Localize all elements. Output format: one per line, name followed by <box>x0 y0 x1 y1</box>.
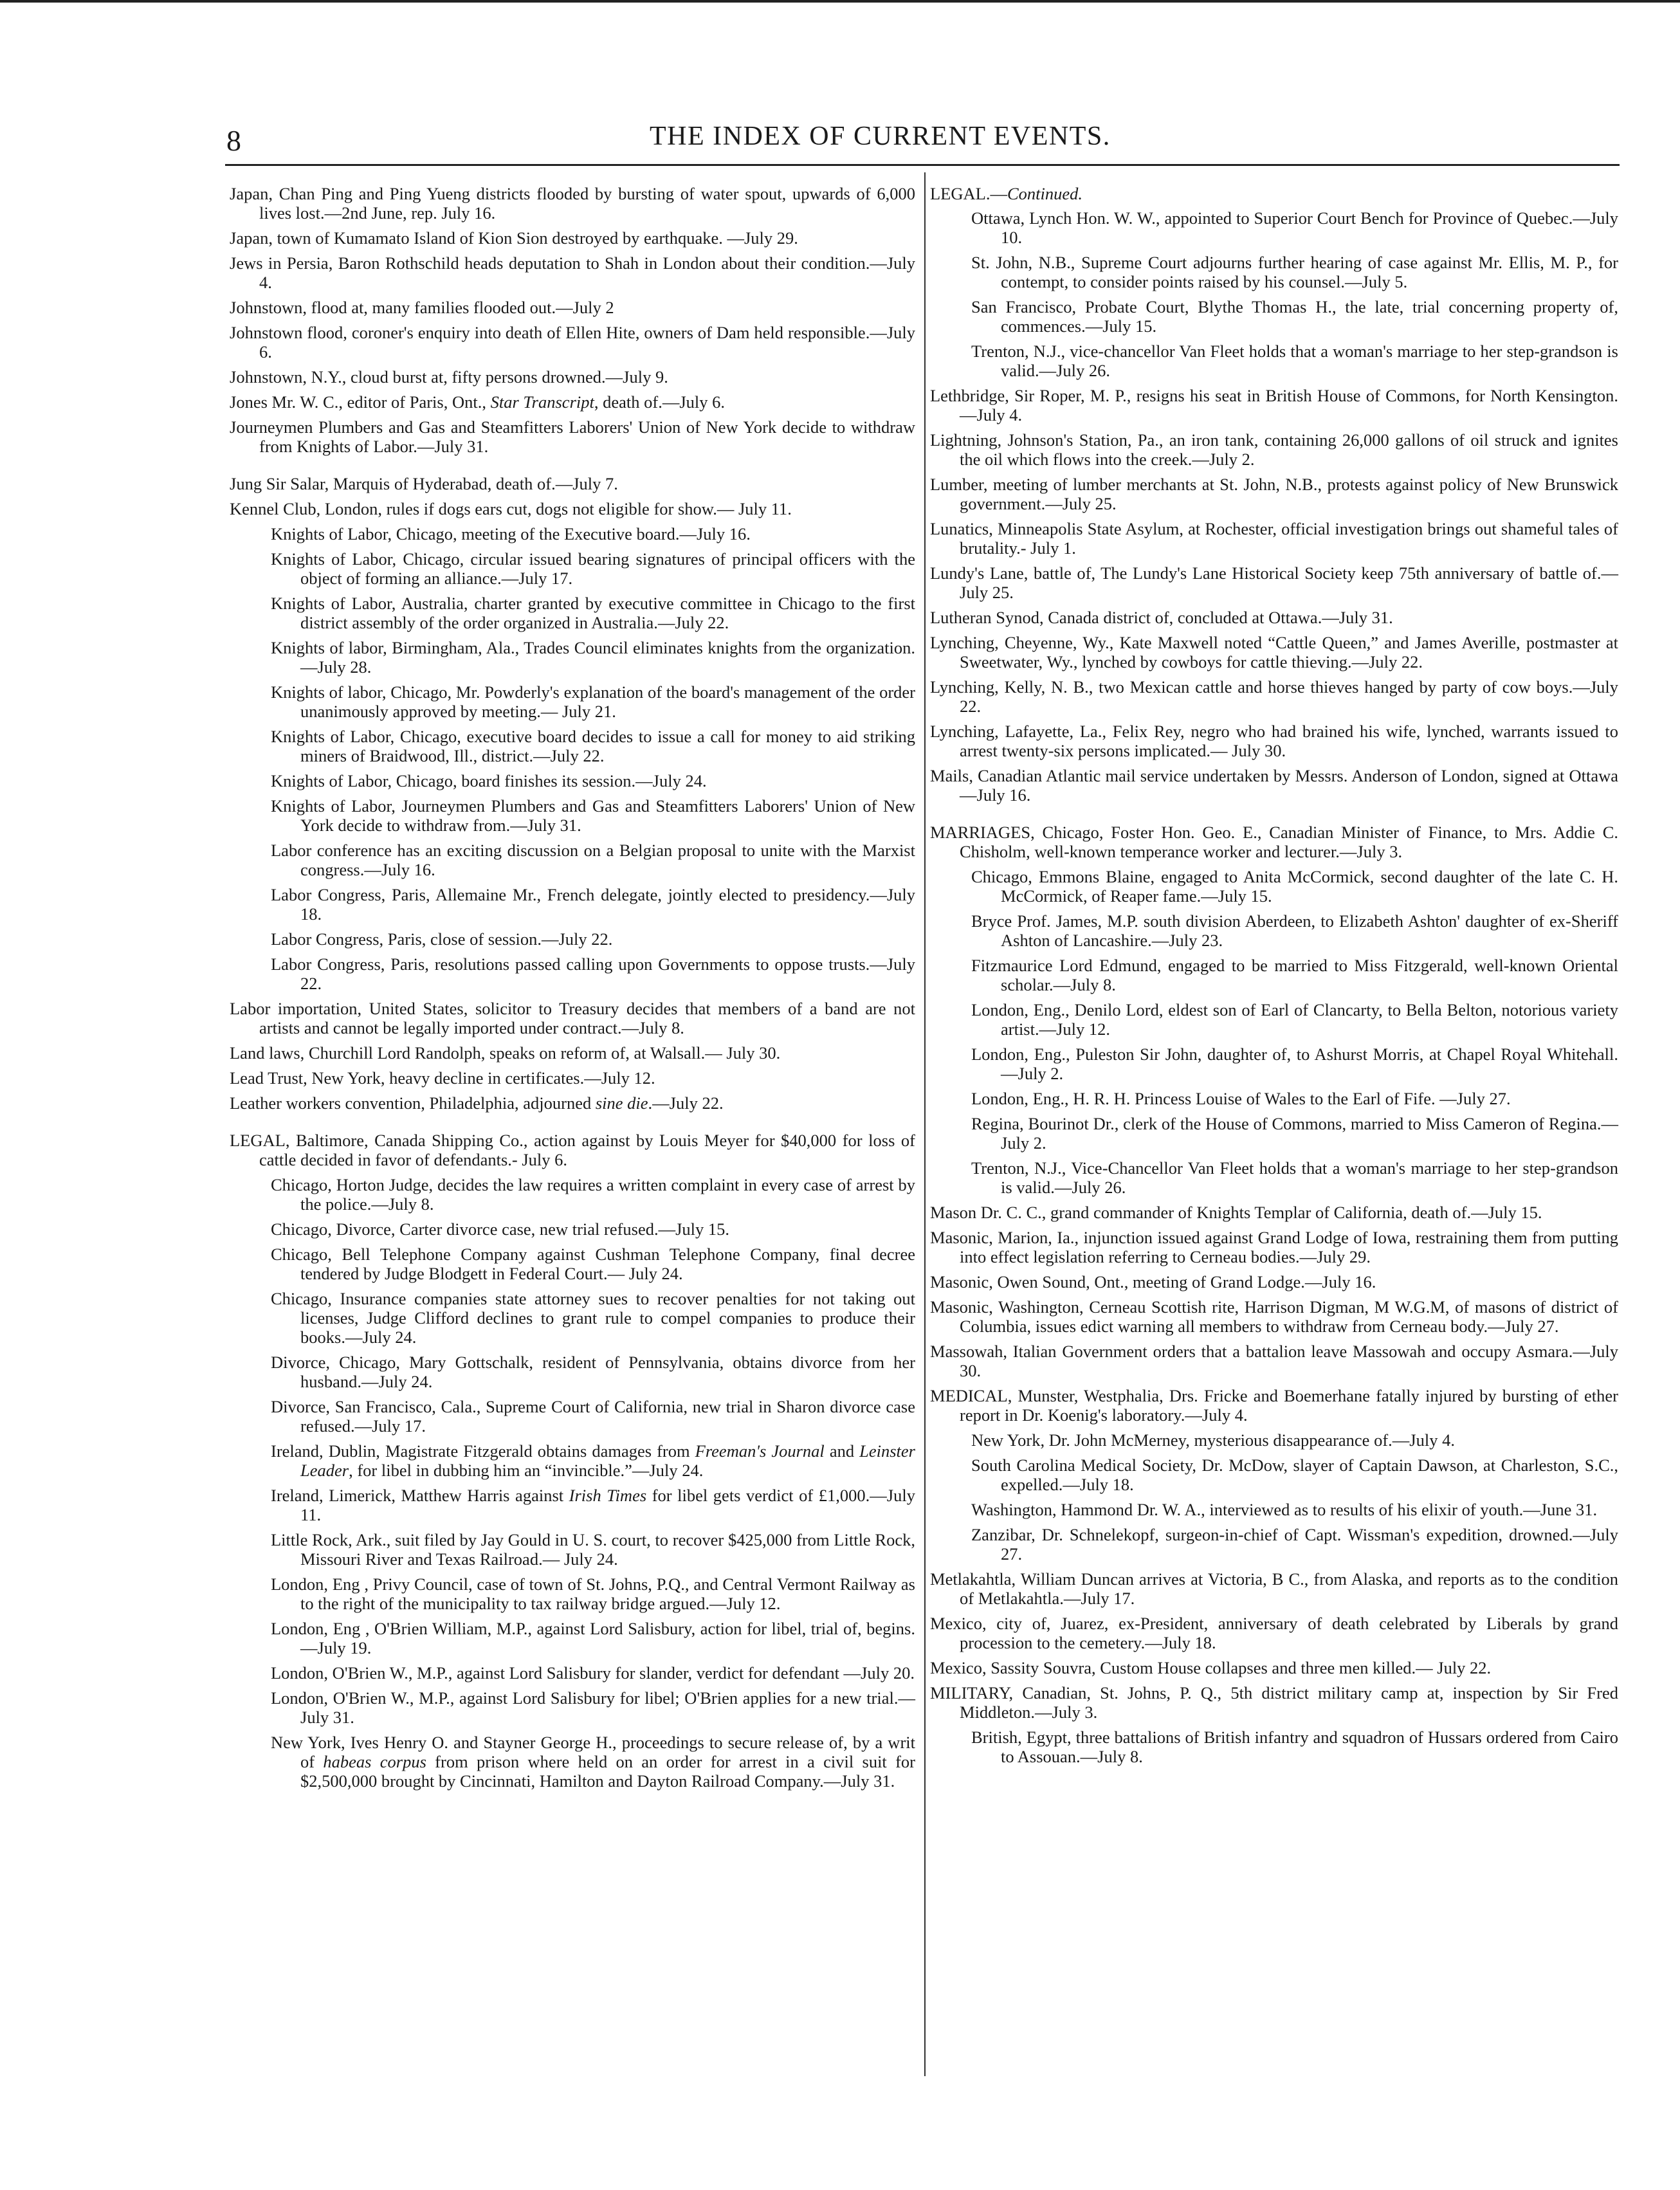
index-subentry: Divorce, San Francisco, Cala., Supreme Court of California, new trial in Sharon divorce case refused.—July 17. <box>271 1397 915 1436</box>
index-entry: Jews in Persia, Baron Rothschild heads deputation to Shah in London about their condition.—July 4. <box>230 253 915 292</box>
index-subentry: Fitzmaurice Lord Edmund, engaged to be married to Miss Fitzgerald, well-known Oriental scholar.—July 8. <box>971 956 1618 994</box>
index-subentry: London, Eng., H. R. H. Princess Louise of Wales to the Earl of Fife. —July 27. <box>971 1089 1511 1108</box>
index-subentry: Divorce, Chicago, Mary Gottschalk, resident of Pennsylvania, obtains divorce from her husband.—July 24. <box>271 1353 915 1391</box>
index-subentry: San Francisco, Probate Court, Blythe Thomas H., the late, trial concerning property of, commences.—July 15. <box>971 297 1618 336</box>
index-subentry: London, O'Brien W., M.P., against Lord Salisbury for libel; O'Brien applies for a new trial.—July 31. <box>271 1688 915 1727</box>
index-entry: Masonic, Washington, Cerneau Scottish rite, Harrison Digman, M W.G.M, of masons of district of Columbia, issues edict warning all members to withdraw from Cerneau body.—July 27. <box>930 1297 1618 1336</box>
index-subentry: London, O'Brien W., M.P., against Lord Salisbury for slander, verdict for defendant —July 20. <box>271 1663 915 1683</box>
index-subentry: Regina, Bourinot Dr., clerk of the House of Commons, married to Miss Cameron of Regina.—July 2. <box>971 1114 1618 1153</box>
index-subentry: Knights of labor, Birmingham, Ala., Trades Council eliminates knights from the organization.—July 28. <box>271 638 915 677</box>
index-subentry: Ottawa, Lynch Hon. W. W., appointed to Superior Court Bench for Province of Quebec.—July 10. <box>971 208 1618 247</box>
entry-italic-text: habeas corpus <box>323 1752 426 1771</box>
entry-italic-text: Freeman's Journal <box>695 1441 825 1461</box>
right-column <box>930 184 1618 1772</box>
entry-text-part: Ireland, Limerick, Matthew Harris against <box>271 1486 569 1505</box>
index-subentry: Trenton, N.J., vice-chancellor Van Fleet holds that a woman's marriage to her step-grandson is valid.—July 26. <box>971 342 1618 380</box>
page-number: 8 <box>226 124 241 157</box>
index-subentry: Chicago, Insurance companies state attorney sues to recover penalties for not taking out licenses, Judge Clifford declines to grant rule to compel companies to produce their books.—July 24. <box>271 1289 915 1347</box>
index-subentry: Zanzibar, Dr. Schnelekopf, surgeon-in-chief of Capt. Wissman's expedition, drowned.—July 27. <box>971 1525 1618 1564</box>
entry-text-part: , for libel in dubbing him an “invincible.”—July 24. <box>349 1461 704 1480</box>
index-entry: Mails, Canadian Atlantic mail service undertaken by Messrs. Anderson of London, signed at Ottawa —July 16. <box>930 766 1618 805</box>
entry-text-part: Leather workers convention, Philadelphia, adjourned <box>230 1093 596 1113</box>
index-entry <box>230 392 915 412</box>
index-subentry: London, Eng , Privy Council, case of town of St. Johns, P.Q., and Central Vermont Railway as to the right of the municipality to tax railway bridge argued.—July 12. <box>271 1574 915 1613</box>
entry-italic-text: Irish Times <box>569 1486 647 1505</box>
index-entry: Massowah, Italian Government orders that a battalion leave Massowah and occupy Asmara.—July 30. <box>930 1342 1618 1380</box>
entry-text-part: .—July 22. <box>648 1093 724 1113</box>
index-subentry: Chicago, Emmons Blaine, engaged to Anita McCormick, second daughter of the late C. H. McCormick, of Reaper fame.—July 15. <box>971 867 1618 906</box>
index-entry: Japan, town of Kumamato Island of Kion Sion destroyed by earthquake. —July 29. <box>230 228 798 248</box>
index-entry: MEDICAL, Munster, Westphalia, Drs. Fricke and Boemerhane fatally injured by bursting of ether report in Dr. Koenig's laboratory.—July 4. <box>930 1386 1618 1425</box>
index-subentry: South Carolina Medical Society, Dr. McDow, slayer of Captain Dawson, at Charleston, S.C., expelled.—July 18. <box>971 1455 1618 1494</box>
index-subentry: New York, Dr. John McMerney, mysterious disappearance of.—July 4. <box>971 1430 1455 1450</box>
index-entry: Mason Dr. C. C., grand commander of Knights Templar of California, death of.—July 15. <box>930 1203 1542 1222</box>
index-entry: Lundy's Lane, battle of, The Lundy's Lane Historical Society keep 75th anniversary of battle of.—July 25. <box>930 563 1618 602</box>
index-entry: Lumber, meeting of lumber merchants at St. John, N.B., protests against policy of New Brunswick government.—July 25. <box>930 475 1618 513</box>
index-entry: Lutheran Synod, Canada district of, concluded at Ottawa.—July 31. <box>930 608 1393 627</box>
index-entry: Lightning, Johnson's Station, Pa., an iron tank, containing 26,000 gallons of oil struck and ignites the oil which flows into the creek.—July 2. <box>930 430 1618 469</box>
index-subentry: Washington, Hammond Dr. W. A., interviewed as to results of his elixir of youth.—June 31. <box>971 1500 1598 1519</box>
index-entry: Jung Sir Salar, Marquis of Hyderabad, death of.—July 7. <box>230 474 618 493</box>
index-subentry: Chicago, Bell Telephone Company against Cushman Telephone Company, final decree tendered by Judge Blodgett in Federal Court.— July 24. <box>271 1245 915 1283</box>
index-entry: Lunatics, Minneapolis State Asylum, at Rochester, official investigation brings out shameful tales of brutality.- July 1. <box>930 519 1618 558</box>
index-entry: Johnstown, N.Y., cloud burst at, fifty persons drowned.—July 9. <box>230 367 668 387</box>
entry-italic-text: sine die <box>595 1093 648 1113</box>
index-entry: Lead Trust, New York, heavy decline in certificates.—July 12. <box>230 1068 655 1088</box>
index-entry: Labor importation, United States, solicitor to Treasury decides that members of a band are not artists and cannot be legally imported under contract.—July 8. <box>230 999 915 1037</box>
index-subentry: London, Eng , O'Brien William, M.P., against Lord Salisbury, action for libel, trial of, begins.—July 19. <box>271 1619 915 1657</box>
index-entry: Kennel Club, London, rules if dogs ears cut, dogs not eligible for show.— July 11. <box>230 499 792 518</box>
index-subentry: St. John, N.B., Supreme Court adjourns further hearing of case against Mr. Ellis, M. P., for contempt, to consider points raised by his counsel.—July 5. <box>971 253 1618 291</box>
entry-text-part: Ireland, Dublin, Magistrate Fitzgerald obtains damages from <box>271 1441 695 1461</box>
left-column <box>230 184 915 1796</box>
index-entry: Lethbridge, Sir Roper, M. P., resigns his seat in British House of Commons, for North Kensington.—July 4. <box>930 386 1618 424</box>
index-subentry: Knights of Labor, Chicago, circular issued bearing signatures of principal officers with the object of forming an alliance.—July 17. <box>271 549 915 588</box>
index-subentry: Labor Congress, Paris, close of session.—July 22. <box>271 929 613 949</box>
entry-text-part: LEGAL.— <box>930 184 1007 203</box>
index-entry: Mexico, Sassity Souvra, Custom House collapses and three men killed.— July 22. <box>930 1658 1492 1677</box>
index-subentry: Labor Congress, Paris, resolutions passed calling upon Governments to oppose trusts.—July 22. <box>271 954 915 993</box>
index-entry: LEGAL, Baltimore, Canada Shipping Co., action against by Louis Meyer for $40,000 for loss of cattle decided in favor of defendants.- July 6. <box>230 1131 915 1169</box>
index-subentry: Little Rock, Ark., suit filed by Jay Gould in U. S. court, to recover $425,000 from Little Rock, Missouri River and Texas Railroad.— July 24. <box>271 1530 915 1569</box>
index-subentry: Bryce Prof. James, M.P. south division Aberdeen, to Elizabeth Ashton' daughter of ex-Sheriff Ashton of Lancashire.—July 23. <box>971 911 1618 950</box>
index-entry: Mexico, city of, Juarez, ex-President, anniversary of death celebrated by Liberals by grand procession to the cemetery.—July 18. <box>930 1614 1618 1652</box>
top-border-line <box>0 0 1680 3</box>
header-rule <box>225 164 1620 166</box>
index-subentry <box>230 1441 915 1480</box>
index-subentry: Knights of Labor, Chicago, meeting of the Executive board.—July 16. <box>271 524 751 543</box>
entry-italic-text: Leinster Leader <box>300 1441 915 1480</box>
index-subentry: Knights of Labor, Journeymen Plumbers and Gas and Steamfitters Laborers' Union of New York decide to withdraw from.—July 31. <box>271 796 915 835</box>
entry-text-part: for libel gets verdict of £1,000.—July 11. <box>300 1486 915 1524</box>
index-entry: Land laws, Churchill Lord Randolph, speaks on reform of, at Walsall.— July 30. <box>230 1043 781 1063</box>
index-subentry: British, Egypt, three battalions of British infantry and squadron of Hussars ordered from Cairo to Assouan.—July 8. <box>971 1728 1618 1766</box>
index-entry <box>230 1093 915 1113</box>
entry-text-part: Jones Mr. W. C., editor of Paris, Ont., <box>230 392 491 412</box>
index-entry: Johnstown, flood at, many families flooded out.—July 2 <box>230 298 614 317</box>
index-entry: MARRIAGES, Chicago, Foster Hon. Geo. E., Canadian Minister of Finance, to Mrs. Addie C. Chisholm, well-known temperance worker and lecturer.—July 3. <box>930 823 1618 861</box>
index-entry: Metlakahtla, William Duncan arrives at Victoria, B C., from Alaska, and reports as to the condition of Metlakahtla.—July 17. <box>930 1569 1618 1608</box>
index-subentry <box>230 1733 915 1791</box>
index-entry: Masonic, Owen Sound, Ont., meeting of Grand Lodge.—July 16. <box>930 1272 1376 1291</box>
index-subentry: Knights of labor, Chicago, Mr. Powderly's explanation of the board's management of the order unanimously approved by meeting.— July 21. <box>271 682 915 721</box>
entry-italic-text: Star Transcript <box>490 392 594 412</box>
index-subentry: Labor Congress, Paris, Allemaine Mr., French delegate, jointly elected to presidency.—July 18. <box>271 885 915 924</box>
index-subentry: London, Eng., Denilo Lord, eldest son of Earl of Clancarty, to Bella Belton, notorious variety artist.—July 12. <box>971 1000 1618 1039</box>
continued-heading <box>930 184 1618 203</box>
index-subentry: Chicago, Horton Judge, decides the law requires a written complaint in every case of arrest by the police.—July 8. <box>271 1175 915 1214</box>
index-subentry <box>230 1486 915 1524</box>
index-entry: Masonic, Marion, Ia., injunction issued against Grand Lodge of Iowa, restraining them from putting into effect legislation referring to Cerneau bodies.—July 29. <box>930 1228 1618 1266</box>
index-subentry: Knights of Labor, Australia, charter granted by executive committee in Chicago to the first district assembly of the order organized in Australia.—July 22. <box>271 594 915 632</box>
index-entry: Journeymen Plumbers and Gas and Steamfitters Laborers' Union of New York decide to withdraw from Knights of Labor.—July 31. <box>230 417 915 456</box>
index-entry: Johnstown flood, coroner's enquiry into death of Ellen Hite, owners of Dam held responsible.—July 6. <box>230 323 915 361</box>
page-title: THE INDEX OF CURRENT EVENTS. <box>650 122 1111 151</box>
index-entry: Lynching, Kelly, N. B., two Mexican cattle and horse thieves hanged by party of cow boys.—July 22. <box>930 677 1618 716</box>
index-subentry: Knights of Labor, Chicago, board finishes its session.—July 24. <box>271 771 707 790</box>
index-entry: Lynching, Lafayette, La., Felix Rey, negro who had brained his wife, lynched, warrants issued to arrest twenty-six persons implicated.— July 30. <box>930 722 1618 760</box>
index-subentry: Labor conference has an exciting discussion on a Belgian proposal to unite with the Marxist congress.—July 16. <box>271 841 915 879</box>
index-subentry: London, Eng., Puleston Sir John, daughter of, to Ashurst Morris, at Chapel Royal Whitehall.—July 2. <box>971 1045 1618 1083</box>
entry-text-part: New York, Ives Henry O. and Stayner George H., proceedings to secure release of, by a writ of <box>271 1733 915 1771</box>
index-entry: Japan, Chan Ping and Ping Yueng districts flooded by bursting of water spout, upwards of 6,000 lives lost.—2nd June, rep. July 16. <box>230 184 915 223</box>
index-subentry: Knights of Labor, Chicago, executive board decides to issue a call for money to aid striking miners of Braidwood, Ill., district.—July 22. <box>271 727 915 765</box>
entry-text-part: and <box>824 1441 860 1461</box>
entry-text-part: , death of.—July 6. <box>594 392 726 412</box>
index-subentry: Chicago, Divorce, Carter divorce case, new trial refused.—July 15. <box>271 1219 730 1239</box>
index-entry: MILITARY, Canadian, St. Johns, P. Q., 5th district military camp at, inspection by Sir Fred Middleton.—July 3. <box>930 1683 1618 1722</box>
entry-text-part: from prison where held on an order for arrest in a civil suit for $2,500,000 brought by Cincinnati, Hamilton and Dayton Railroad Company.—July 31. <box>300 1752 915 1791</box>
column-divider <box>924 172 926 2076</box>
entry-italic-text: Continued. <box>1007 184 1083 203</box>
index-subentry: Trenton, N.J., Vice-Chancellor Van Fleet holds that a woman's marriage to her step-grandson is valid.—July 26. <box>971 1158 1618 1197</box>
index-entry: Lynching, Cheyenne, Wy., Kate Maxwell noted “Cattle Queen,” and James Averille, postmaster at Sweetwater, Wy., lynched by cowboys for cattle thieving.—July 22. <box>930 633 1618 671</box>
